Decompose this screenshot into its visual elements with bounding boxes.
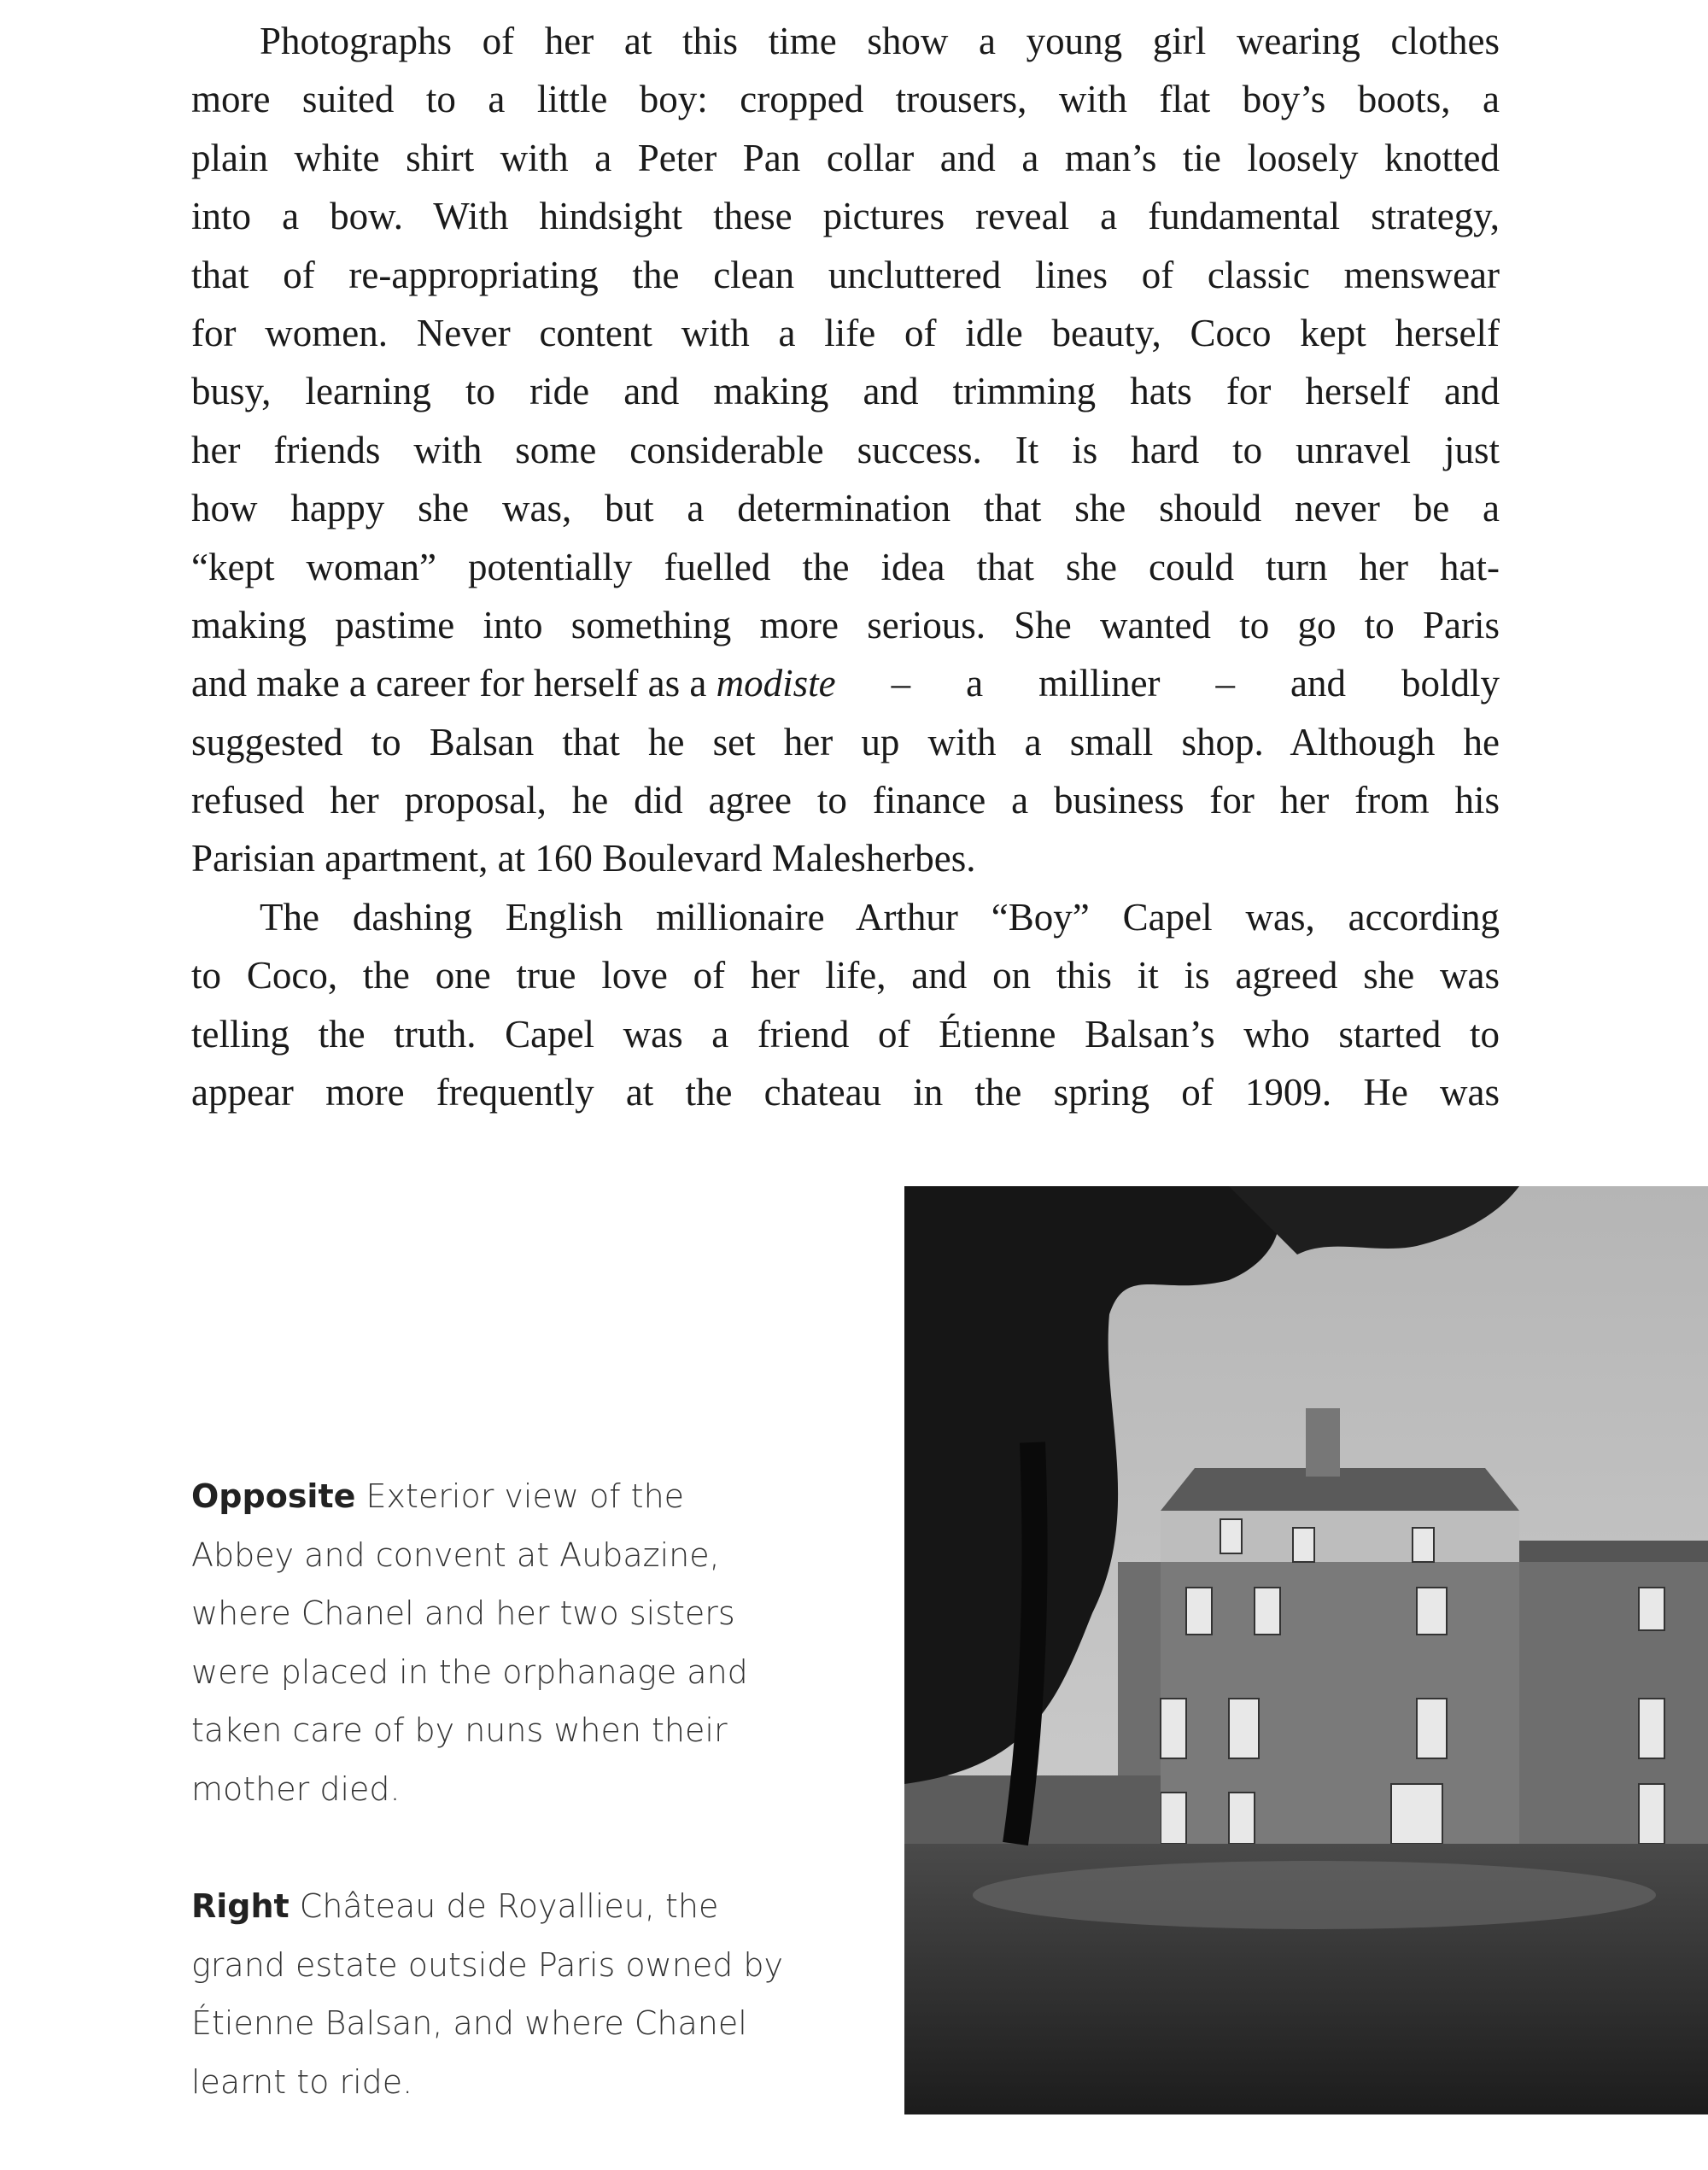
caption-line: taken care of by nuns when their bbox=[191, 1711, 728, 1750]
caption-line: where Chanel and her two sisters bbox=[191, 1594, 735, 1633]
text-line: Photographs of her at this time show a young girl wearing clothes bbox=[260, 20, 1500, 62]
text-span: and make a career for herself as a bbox=[191, 662, 717, 705]
captions bbox=[191, 1467, 840, 2170]
caption-line: learnt to ride. bbox=[191, 2062, 413, 2101]
text-line: telling the truth. Capel was a friend of Étienne Balsan’s who started to bbox=[191, 1012, 1500, 1056]
text-line: for women. Never content with a life of idle beauty, Coco kept herself bbox=[191, 311, 1500, 354]
text-span: – a milliner – and boldly bbox=[835, 662, 1500, 705]
text-line: appear more frequently at the chateau in the spring of 1909. He was bbox=[191, 1071, 1500, 1114]
caption-line: were placed in the orphanage and bbox=[191, 1652, 748, 1691]
text-line: her friends with some considerable success. It is hard to unravel just bbox=[191, 428, 1500, 471]
text-line: to Coco, the one true love of her life, and on this it is agreed she was bbox=[191, 954, 1500, 997]
text-line: how happy she was, but a determination that she should never be a bbox=[191, 487, 1500, 530]
caption-line: Abbey and convent at Aubazine, bbox=[191, 1535, 720, 1574]
italic-term: modiste bbox=[716, 662, 836, 705]
text-line: suggested to Balsan that he set her up with a small shop. Although he bbox=[191, 720, 1500, 763]
text-line: plain white shirt with a Peter Pan collar and a man’s tie loosely knotted bbox=[191, 136, 1500, 179]
chateau-photo-image bbox=[904, 1186, 1708, 2114]
text-line: The dashing English millionaire Arthur “Boy” Capel was, according bbox=[260, 895, 1500, 939]
text-line: refused her proposal, he did agree to finance a business for her from his bbox=[191, 779, 1500, 822]
caption-line: Étienne Balsan, and where Chanel bbox=[191, 2004, 747, 2043]
text-line: more suited to a little boy: cropped trousers, with flat boy’s boots, a bbox=[191, 78, 1500, 121]
text-line: Parisian apartment, at 160 Boulevard Malesherbes. bbox=[191, 837, 976, 880]
caption-label: Right bbox=[191, 1887, 290, 1926]
chateau-photo bbox=[904, 1186, 1708, 2114]
caption-label: Opposite bbox=[191, 1477, 356, 1515]
caption-text: Château de Royallieu, the bbox=[289, 1887, 719, 1926]
caption-line: mother died. bbox=[191, 1769, 401, 1808]
text-line bbox=[191, 654, 1500, 712]
caption-text: Exterior view of the bbox=[355, 1477, 685, 1515]
caption-line bbox=[191, 1467, 840, 1526]
caption-right bbox=[191, 1877, 840, 2111]
text-line: busy, learning to ride and making and trimming hats for herself and bbox=[191, 370, 1500, 413]
text-line: into a bow. With hindsight these pictures reveal a fundamental strategy, bbox=[191, 195, 1500, 238]
text-line: making pastime into something more serious. She wanted to go to Paris bbox=[191, 603, 1500, 646]
text-line: “kept woman” potentially fuelled the idea that she could turn her hat- bbox=[191, 545, 1500, 588]
body-text bbox=[191, 12, 1500, 1121]
caption-opposite bbox=[191, 1467, 840, 1819]
caption-line bbox=[191, 1877, 840, 1936]
text-line: that of re-appropriating the clean uncluttered lines of classic menswear bbox=[191, 253, 1500, 296]
caption-line: grand estate outside Paris owned by bbox=[191, 1945, 784, 1984]
